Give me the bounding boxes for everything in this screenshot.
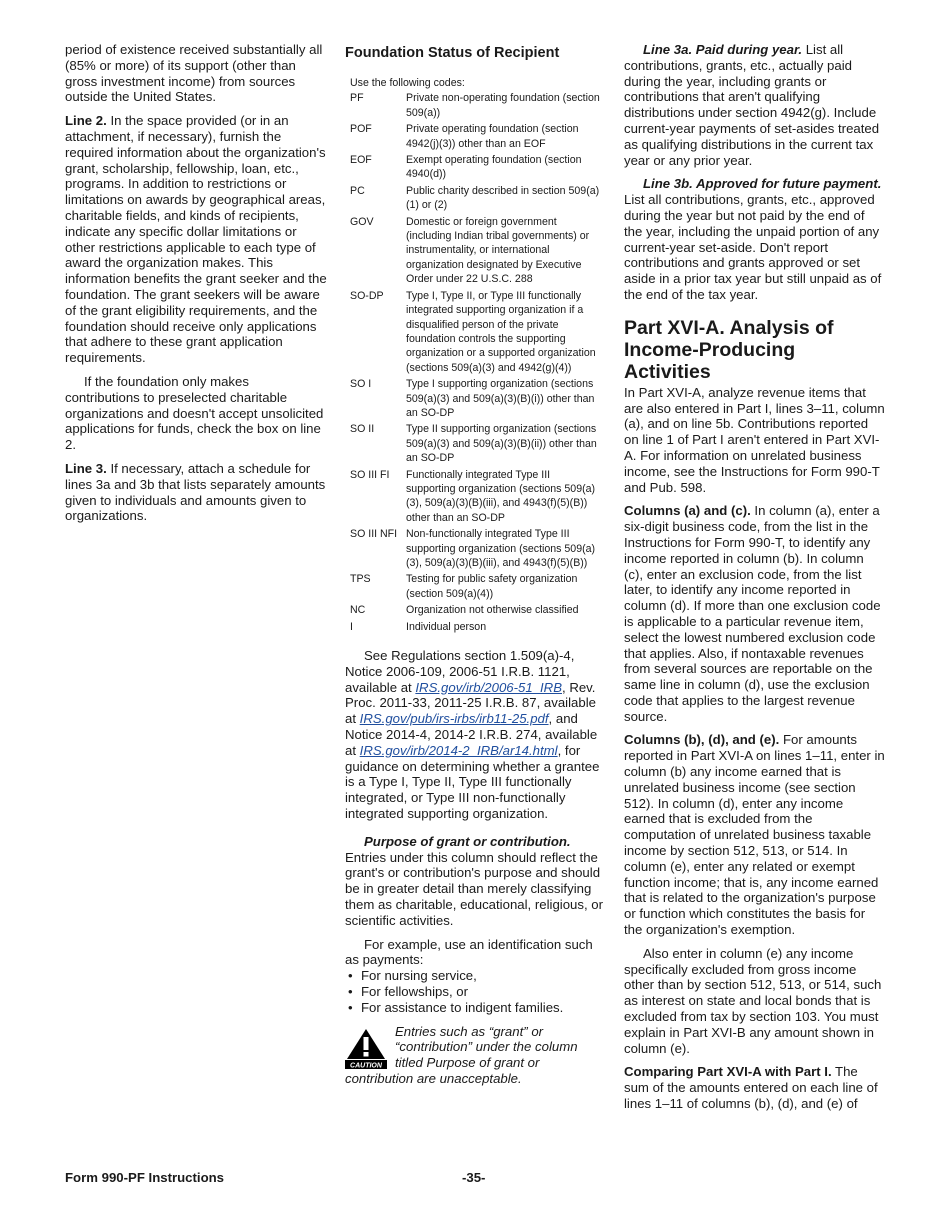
code-description: Individual person [406, 620, 487, 633]
code-row [350, 153, 607, 182]
list-item: • For nursing service, [345, 968, 607, 984]
code-description: Type I supporting organization (sections 509(a)(3) and 509(a)(3)(B)(i)) other than an SO-DP [406, 378, 595, 419]
code-abbreviation: TPS [350, 573, 371, 586]
code-description: Organization not otherwise classified [406, 604, 579, 617]
code-abbreviation: PC [350, 184, 365, 197]
code-description: Type II supporting organization (sections 509(a)(3) and 509(a)(3)(B)(ii)) other than an SO-DP [406, 423, 597, 465]
code-abbreviation: SO III NFI [350, 528, 398, 541]
column-3 [624, 42, 886, 1120]
link-irb11-25[interactable]: IRS.gov/pub/irs-irbs/irb11-25.pdf [359, 711, 549, 727]
paragraph-comparing: Comparing Part XVI-A with Part I. The sum of the amounts entered on each line of lines 1–11 of columns (b), (d), and (e) of [624, 1064, 878, 1112]
footer-form-title: Form 990-PF Instructions [65, 1170, 225, 1185]
code-row [350, 377, 607, 420]
paragraph-also: Also enter in column (e) any income specifically excluded from gross income other than by section 512, 513, or 514, such as interest on state and local bonds that is excluded from tax by section 103. You must explain in Part XVI-B any amount shown in column (e). [624, 945, 882, 1056]
line-2-heading: Line 2. [65, 113, 107, 129]
footer-page-number: -35- [462, 1170, 486, 1185]
list-item: • For fellowships, or [345, 984, 607, 1000]
code-abbreviation: SO II [350, 423, 375, 436]
link-irb-2014-2[interactable]: IRS.gov/irb/2014-2_IRB/ar14.html [359, 742, 558, 758]
paragraph-part-xvi-a: In Part XVI-A, analyze revenue items that are also entered in Part I, lines 3–11, column (a), and on line 5b. Contributions reported on line 1 of Part I aren't entered in Part XVI-A. For information on unrelated business income, see the Instructions for Form 990-T and Pub. 598. [624, 384, 885, 495]
paragraph-regulations: See Regulations section 1.509(a)-4, Notice 2006-109, 2006-51 I.R.B. 1121, available at IRS.gov/irb/2006-51_IRB, Rev. Proc. 2011-33, 2011-25 I.R.B. 87, available at IRS.gov/pub/irs-irbs/irb11-25.pdf, and Notice 2014-4, 2014-2 I.R.B. 274, available at IRS.gov/irb/2014-2_IRB/ar14.html, for guidance on determining whether a grantee is a Type I, Type II, Type III functionally integrated, or Type III non-functionally integrated supporting organization. [345, 648, 600, 821]
paragraph-example: For example, use an identification such as payments: [345, 936, 593, 968]
code-abbreviation: NC [350, 604, 366, 617]
comparing-heading: Comparing Part XVI-A with Part I. [624, 1064, 832, 1080]
code-description: Domestic or foreign government (including Indian tribal governments) or instrumentality, or international organization designated by Executive Order under 22 U.S.C. 288 [406, 215, 590, 286]
line-3a-heading: Line 3a. Paid during year. [643, 42, 803, 57]
code-row [350, 184, 607, 213]
code-abbreviation: GOV [350, 215, 374, 228]
caution-icon [345, 1027, 387, 1069]
code-row [350, 289, 607, 375]
foundation-status-heading: Foundation Status of Recipient [345, 45, 560, 61]
paragraph-columns-a-c: Columns (a) and (c). In column (a), enter a six-digit business code, from the list in the Instructions for Form 990-T, to identify any income reported in column (b). In column (c), enter an exclusion code, from the list later, to identify any income reported in column (d). If more than one exclusion code is applicable to a particular revenue item, select the lowest numbered exclusion code that applies. Also, if nontaxable revenues from several sources are reportable on the same line in column (d), use the exclusion code that applies to the largest revenue source. [624, 503, 881, 724]
purpose-heading: Purpose of grant or contribution. [364, 833, 571, 849]
code-description: Type I, Type II, or Type III functionally integrated supporting organization if a disqualified person of the private foundation controls the supporting organization or a supported organization (sections 509(a)(3) and 4942(g)(4)) [406, 289, 596, 374]
code-description: Functionally integrated Type III supporting organization (sections 509(a)(3), 509(a)(3)(B)(iii), and 4943(f)(5)(B)) other than an SO-DP [406, 468, 596, 524]
code-abbreviation: I [350, 620, 353, 633]
column-1 [65, 42, 327, 532]
code-description: Private non-operating foundation (section 509(a)) [406, 92, 600, 119]
paragraph-line-3b: Line 3b. Approved for future payment. List all contributions, grants, etc., approved during the year but not paid by the end of the year, including the unpaid portion of any current-year set-aside. Don't report contributions and grants approved or set aside in a prior tax year but still unpaid as of the end of the tax year. [624, 176, 882, 302]
code-description: Non-functionally integrated Type III supporting organization (sections 509(a)(3), 509(a)(3)(B)(iii), and 4943(f)(5)(B)) [406, 528, 596, 569]
code-abbreviation: PF [350, 92, 364, 105]
code-row [350, 91, 607, 120]
paragraph-preselected: If the foundation only makes contributions to preselected charitable organizations and doesn't accept unsolicited applications for funds, check the box on line 2. [65, 373, 324, 453]
code-row [350, 422, 607, 465]
link-irb-2006-51[interactable]: IRS.gov/irb/2006-51_IRB [415, 679, 562, 695]
code-abbreviation: SO III FI [350, 468, 390, 481]
code-description: Exempt operating foundation (section 4940(d)) [406, 154, 582, 181]
caution-label: CAUTION [350, 1062, 382, 1069]
caution-note [345, 1024, 607, 1087]
column-2 [345, 42, 607, 1087]
code-row [350, 215, 607, 287]
line-3b-heading: Line 3b. Approved for future payment. [643, 176, 882, 192]
paragraph-line-3: Line 3. If necessary, attach a schedule for lines 3a and 3b that lists separately amounts given to individuals and amounts given to organizations. [65, 460, 326, 524]
code-description: Testing for public safety organization (section 509(a)(4)) [406, 573, 578, 600]
part-xvi-a-heading: Part XVI-A. Analysis of Income-Producing Activities [624, 316, 834, 383]
code-abbreviation: EOF [350, 154, 372, 167]
columns-a-c-heading: Columns (a) and (c). [624, 503, 751, 519]
line-3-heading: Line 3. [65, 460, 107, 476]
paragraph-columns-b-d-e: Columns (b), (d), and (e). For amounts reported in Part XVI-A on lines 1–11, enter in column (b) any income earned that is unrelated business income (see section 512). In column (d), enter any income earned that is excluded from the computation of unrelated business taxable income by section 512, 513, or 514. In column (e), enter any related or exempt function income; that is, any income earned that is related to the organization's purpose or function which constitutes the basis for the organization's exemption. [624, 732, 885, 938]
code-description: Public charity described in section 509(a)(1) or (2) [406, 184, 600, 212]
code-abbreviation: POF [350, 123, 372, 136]
code-row [350, 122, 607, 151]
status-codes-table [350, 76, 607, 634]
code-abbreviation: SO-DP [350, 289, 384, 302]
code-description: Private operating foundation (section 4942(j)(3)) other than an EOF [406, 123, 579, 150]
paragraph-line-2: Line 2. In the space provided (or in an attachment, if necessary), furnish the required information about the organization's grant, scholarship, fellowship, loan, etc., programs. In addition to restrictions or limitations on awards by geographical areas, charitable fields, and kinds of recipients, indicate any specific dollar limitations or other restrictions applicable to each type of award the organization makes. This information benefits the grant seeker and the foundation. The grant seekers will be aware of the grant eligibility requirements, and the foundation should receive only applications that adhere to these grant application requirements. [65, 113, 327, 366]
payments-list [345, 968, 607, 1015]
paragraph-support: period of existence received substantially all (85% or more) of its support (other than gross investment income) from sources outside the United States. [65, 42, 323, 105]
columns-b-d-e-heading: Columns (b), (d), and (e). [624, 732, 780, 748]
codes-intro: Use the following codes: [350, 77, 465, 89]
caution-text: Entries such as “grant” or “contribution” under the column titled Purpose of grant or contribution are unacceptable. [345, 1023, 578, 1086]
list-item: • For assistance to indigent families. [345, 1000, 607, 1016]
code-row [350, 572, 607, 601]
code-row [350, 527, 607, 570]
code-row [350, 620, 607, 634]
paragraph-line-3a: Line 3a. Paid during year. List all contributions, grants, etc., actually paid during the year, including grants or contributions that aren't qualifying distributions under section 4942(g). Include current-year payments of set-asides treated as qualifying distributions in the current tax year or any prior year. [624, 42, 880, 168]
paragraph-purpose: Purpose of grant or contribution. Entries under this column should reflect the grant's or contribution's purpose and should be in greater detail than merely classifying them as charitable, educational, religious, or scientific activities. [345, 833, 604, 928]
code-abbreviation: SO I [350, 378, 372, 391]
code-row [350, 603, 607, 617]
code-row [350, 468, 607, 526]
